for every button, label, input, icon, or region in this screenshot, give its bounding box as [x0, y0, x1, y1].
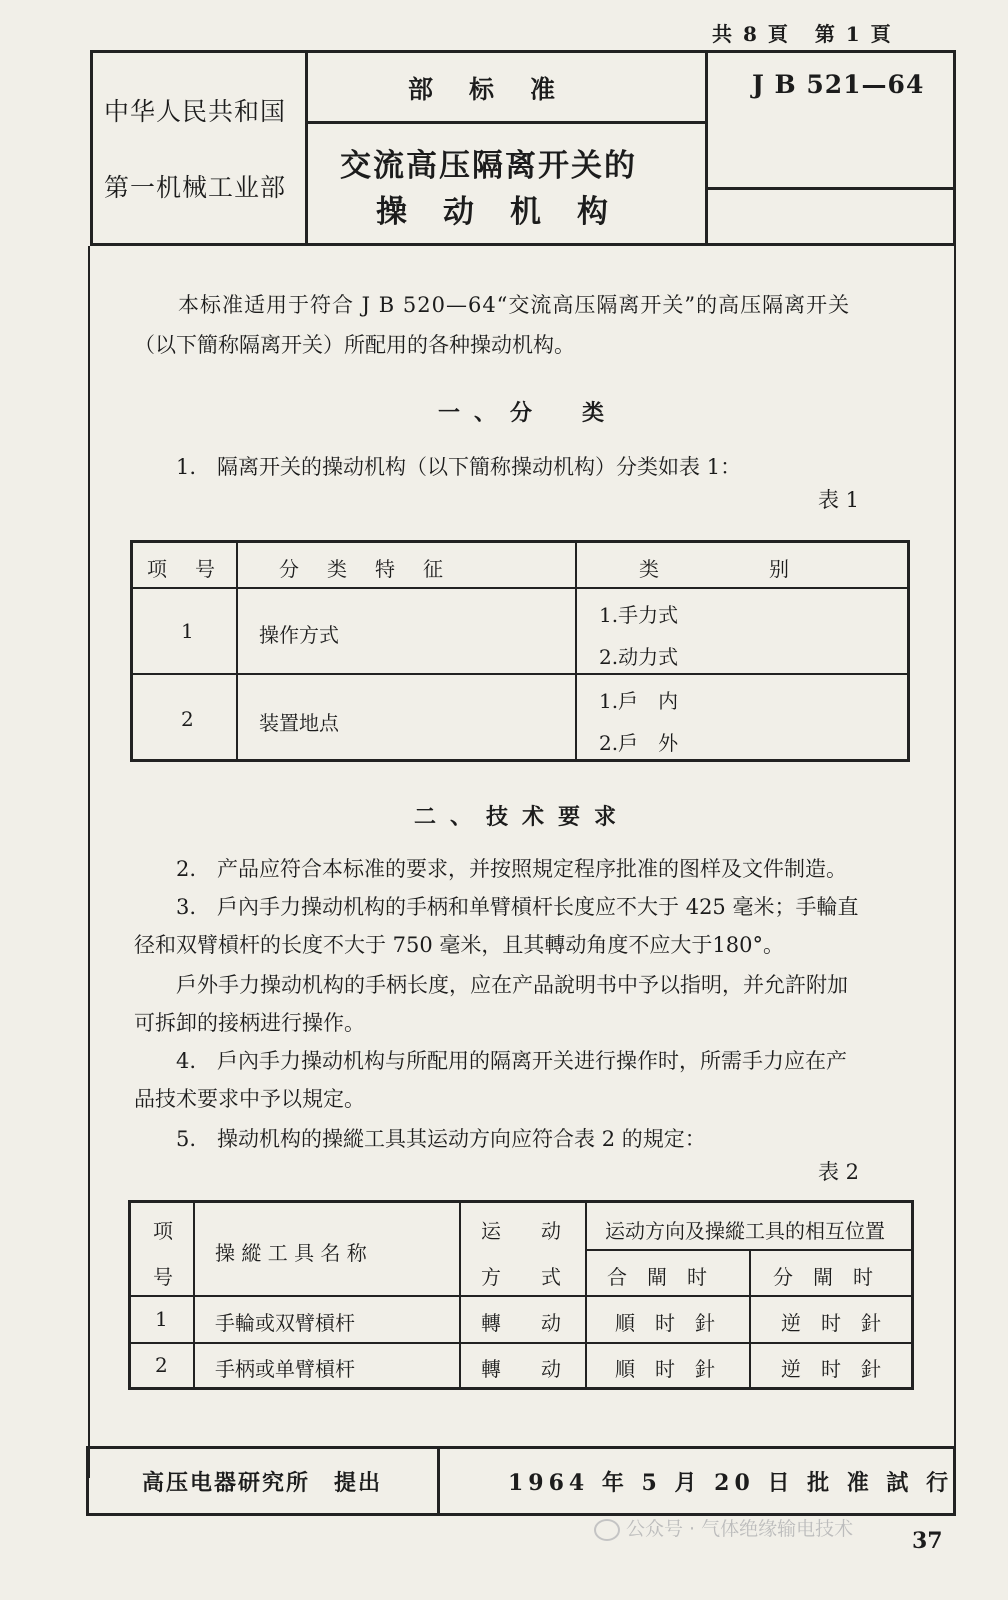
clause-3-line-4: 可拆卸的接柄进行操作。 — [134, 1011, 365, 1035]
table-1-row-2-category-2: 2.戶 外 — [599, 731, 679, 755]
clause-1: 1. 隔离开关的操动机构（以下簡称操动机构）分类如表 1： — [176, 455, 742, 479]
wechat-icon — [594, 1519, 620, 1541]
clause-5: 5. 操动机构的操縱工具其运动方向应符合表 2 的規定： — [176, 1127, 706, 1151]
table-1-caption: 表 1 — [818, 488, 860, 512]
table-2-header-motion-top: 运 动 — [481, 1219, 561, 1243]
table-1-row-1-feature: 操作方式 — [259, 623, 339, 647]
table-1-row-2-no: 2 — [181, 707, 194, 731]
table-1-header-feature: 分 类 特 征 — [279, 557, 447, 581]
table-1 — [130, 540, 910, 762]
table-1-row-1-category-1: 1.手力式 — [599, 603, 679, 627]
frame-right-border — [954, 246, 956, 1478]
table-1-row-2-category-1: 1.戶 内 — [599, 689, 679, 713]
page-total: 共 8 頁 — [712, 22, 790, 46]
clause-3-line-3: 戶外手力操动机构的手柄长度，应在产品說明书中予以指明，并允許附加 — [176, 973, 848, 997]
table-2-header-tool: 操 縱 工 具 名 称 — [215, 1241, 367, 1265]
intro-line-1: 本标准适用于符合 J B 520—64“交流高压隔离开关”的高压隔离开关 — [178, 293, 851, 317]
table-2-header-close: 合 閘 时 — [607, 1265, 707, 1289]
table-1-row-1-no: 1 — [181, 619, 194, 643]
document-title-line-2: 操动机构 — [376, 194, 644, 230]
table-2-row-1-motion: 轉 动 — [481, 1311, 561, 1335]
table-1-row-1-category-2: 2.动力式 — [599, 645, 679, 669]
section-2-heading: 二、技术要求 — [414, 804, 631, 830]
table-2-row-2-motion: 轉 动 — [481, 1357, 561, 1381]
frame-left-border — [88, 246, 90, 1478]
table-1-header-no: 项 号 — [147, 557, 219, 581]
table-1-row-2-feature: 装置地点 — [259, 711, 339, 735]
section-1-heading: 一、分 类 — [438, 400, 619, 426]
table-2-row-2-tool: 手柄或单臂槓杆 — [215, 1357, 355, 1381]
watermark-text: 公众号 · 气体绝缘输电技术 — [626, 1518, 854, 1540]
clause-4-line-2: 品技术要求中予以規定。 — [134, 1087, 365, 1111]
document-title-line-1: 交流高压隔离开关的 — [340, 148, 637, 184]
table-2-row-2-open: 逆 时 針 — [781, 1357, 881, 1381]
table-2-header-no-bottom: 号 — [153, 1265, 173, 1289]
table-1-header-category: 类 别 — [639, 557, 795, 581]
table-2-header-no-top: 项 — [153, 1219, 173, 1243]
table-2-header-open: 分 閘 时 — [773, 1265, 873, 1289]
watermark — [594, 1514, 853, 1541]
standard-number: J B 521—64 — [752, 70, 925, 99]
intro-line-2: （以下簡称隔离开关）所配用的各种操动机构。 — [134, 333, 575, 357]
table-2-row-1-close: 順 时 針 — [615, 1311, 715, 1335]
table-2-row-1-open: 逆 时 針 — [781, 1311, 881, 1335]
page-counter — [712, 18, 909, 47]
clause-4-line-1: 4. 戶內手力操动机构与所配用的隔离开关进行操作时，所需手力应在产 — [176, 1049, 848, 1073]
footer-proposer: 高压电器研究所 提出 — [142, 1470, 383, 1496]
table-2 — [128, 1200, 914, 1390]
table-2-caption: 表 2 — [818, 1160, 860, 1184]
org-line-1: 中华人民共和国 — [104, 97, 287, 126]
footer-approval-date: 1964 年 5 月 20 日 批 准 試 行 — [508, 1470, 954, 1496]
table-2-row-2-close: 順 时 針 — [615, 1357, 715, 1381]
standard-type: 部标准 — [408, 75, 592, 104]
page-number: 37 — [912, 1528, 943, 1554]
clause-3-line-2: 径和双臂槓杆的长度不大于 750 毫米，且其轉动角度不应大于180°。 — [134, 933, 785, 957]
table-2-row-1-tool: 手輪或双臂槓杆 — [215, 1311, 355, 1335]
org-line-2: 第一机械工业部 — [104, 173, 287, 202]
clause-3-line-1: 3. 戶內手力操动机构的手柄和单臂槓杆长度应不大于 425 毫米；手輪直 — [176, 895, 859, 919]
table-2-header-motion-bottom: 方 式 — [481, 1265, 561, 1289]
table-2-row-2-no: 2 — [155, 1353, 168, 1377]
table-2-row-1-no: 1 — [155, 1307, 168, 1331]
clause-2: 2. 产品应符合本标准的要求，并按照規定程序批准的图样及文件制造。 — [176, 857, 848, 881]
table-2-header-direction: 运动方向及操縱工具的相互位置 — [605, 1219, 885, 1243]
page-current: 第 1 頁 — [814, 22, 893, 46]
